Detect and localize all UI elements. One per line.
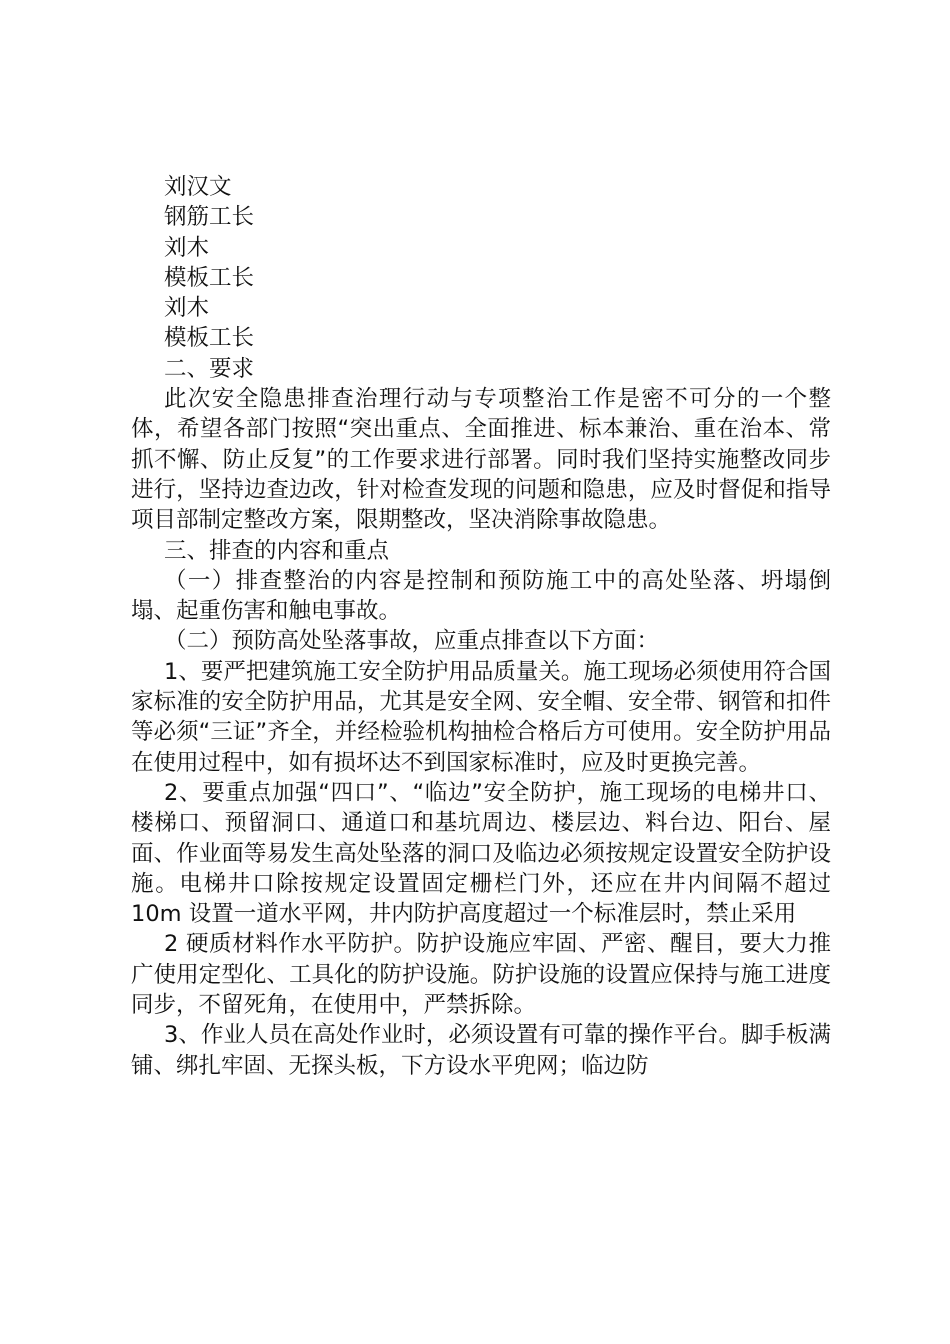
- body-paragraph: （一）排查整治的内容是控制和预防施工中的高处坠落、坍塌倒塌、起重伤害和触电事故。: [131, 567, 831, 625]
- body-paragraph: （二）预防高处坠落事故，应重点排查以下方面：: [164, 628, 660, 655]
- body-paragraph: 2 硬质材料作水平防护。防护设施应牢固、严密、醒目，要大力推广使用定型化、工具化的防护设施。防护设施的设置应保持与施工进度同步，不留死角，在使用中，严禁拆除。: [131, 931, 831, 1019]
- name-line: 刘汉文: [164, 174, 232, 200]
- name-line: 刘木: [164, 234, 210, 261]
- section-heading: 二、要求: [164, 355, 255, 382]
- name-line: 刘木: [164, 295, 210, 322]
- role-line: 模板工长: [164, 325, 255, 352]
- role-line: 钢筋工长: [164, 204, 255, 231]
- section-heading: 三、排查的内容和重点: [164, 537, 390, 564]
- document-body: [131, 172, 831, 1081]
- role-line: 模板工长: [164, 264, 255, 291]
- body-paragraph: 此次安全隐患排查治理行动与专项整治工作是密不可分的一个整体，希望各部门按照“突出重点、全面推进、标本兼治、重在治本、常抓不懈、防止反复”的工作要求进行部署。同时我们坚持实施整改同步进行，坚持边查边改，针对检查发现的问题和隐患，应及时督促和指导项目部制定整改方案，限期整改，坚决消除事故隐患。: [131, 386, 831, 534]
- body-paragraph: 2、要重点加强“四口”、“临边”安全防护，施工现场的电梯井口、楼梯口、预留洞口、通道口和基坑周边、楼层边、料台边、阳台、屋面、作业面等易发生高处坠落的洞口及临边必须按规定设置安全防护设施。电梯井口除按规定设置固定栅栏门外，还应在井内间隔不超过 10m 设置一道水平网，井内防护高度超过一个标准层时，禁止采用: [131, 779, 831, 928]
- body-paragraph: 3、作业人员在高处作业时，必须设置有可靠的操作平台。脚手板满铺、绑扎牢固、无探头板，下方设水平兜网；临边防: [131, 1022, 831, 1079]
- body-paragraph: 1、要严把建筑施工安全防护用品质量关。施工现场必须使用符合国家标准的安全防护用品，尤其是安全网、安全帽、安全带、钢管和扣件等必须“三证”齐全，并经检验机构抽检合格后方可使用。安全防护用品在使用过程中，如有损坏达不到国家标准时，应及时更换完善。: [131, 658, 831, 776]
